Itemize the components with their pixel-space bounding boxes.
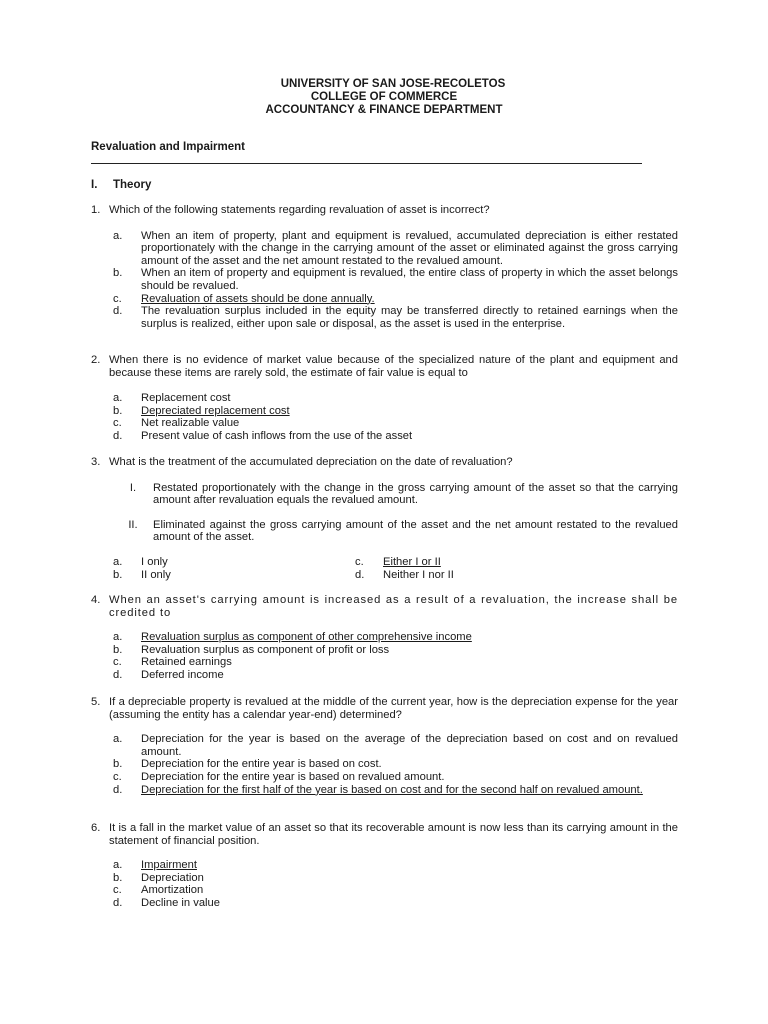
option-a: a. Depreciation for the year is based on the average of the depreciation based on cost and on revalued amount.	[113, 733, 678, 758]
option-a: a. I only	[113, 555, 168, 568]
statement-list	[91, 482, 678, 544]
question-number: 4.	[91, 594, 101, 606]
question-number: 3.	[91, 456, 101, 468]
answer-underlined: c. Either I or II	[355, 555, 441, 568]
option-c: c. Amortization	[113, 884, 204, 897]
option-a: a. Replacement cost	[113, 392, 231, 405]
option-d: d. Depreciation for the first half of the year is based on cost and for the second half on revalued amount.	[113, 783, 643, 796]
option-b: b. When an item of property and equipment is revalued, the entire class of property in which the asset belongs should be revalued.	[113, 267, 678, 292]
header-college: COLLEGE OF COMMERCE	[310, 91, 458, 103]
question-text: What is the treatment of the accumulated depreciation on the date of revaluation?	[109, 456, 513, 468]
option-d: d. Decline in value	[113, 896, 220, 909]
option-d: d. Present value of cash inflows from the use of the asset	[113, 429, 413, 442]
option-c: c. Net realizable value	[113, 417, 240, 430]
question-1	[91, 204, 678, 330]
document-header	[0, 78, 768, 117]
answer-underlined: Impairment	[141, 859, 197, 872]
option-a: a. Revaluation surplus as component of other comprehensive income	[113, 631, 472, 644]
section-number: I.	[91, 179, 98, 191]
answer-underlined: Depreciated replacement cost	[141, 404, 290, 417]
answer-underlined: Revaluation of assets should be done annually.	[141, 292, 375, 305]
option-a: a. When an item of property, plant and equipment is revalued, accumulated depreciation is either restated proportionately with the change in the carrying amount of the asset or eliminated against the gross carrying amount of the asset and the net amount restated to the revalued amount.	[113, 229, 678, 267]
option-c: c. Revaluation of assets should be done annually.	[113, 292, 375, 305]
question-number: 6.	[91, 822, 101, 834]
section-heading	[91, 179, 151, 191]
option-b: b. II only	[113, 568, 171, 581]
option-d: d. Deferred income	[113, 668, 224, 681]
question-number: 1.	[91, 204, 101, 216]
question-text: When an asset's carrying amount is increased as a result of a revaluation, the increase shall be credited to	[109, 594, 678, 619]
question-text: When there is no evidence of market value because of the specialized nature of the plant and equipment and because these items are rarely sold, the estimate of fair value is equal to	[109, 354, 678, 379]
option-b: b. Revaluation surplus as component of profit or loss	[113, 643, 390, 656]
option-b: b. Depreciation	[113, 871, 204, 884]
option-b: b. Depreciated replacement cost	[113, 404, 290, 417]
option-d: d. The revaluation surplus included in the equity may be transferred directly to retained earnings when the surplus is realized, either upon sale or disposal, as the asset is used in the enterprise.	[113, 305, 678, 330]
statement-i: I. Restated proportionately with the change in the gross carrying amount of the asset so that the carrying amount after revaluation equals the revalued amount.	[129, 481, 678, 507]
option-c: c. Depreciation for the entire year is based on revalued amount.	[113, 770, 445, 783]
question-number: 5.	[91, 696, 101, 708]
options-list	[113, 631, 678, 681]
options-list	[113, 733, 678, 796]
option-c: c. Retained earnings	[113, 656, 232, 669]
answer-underlined: Depreciation for the first half of the year is based on cost and for the second half on revalued amount.	[141, 783, 643, 796]
question-4	[91, 594, 678, 682]
option-a: a. Impairment	[113, 859, 197, 872]
header-university: UNIVERSITY OF SAN JOSE-RECOLETOS	[280, 78, 506, 90]
question-text: It is a fall in the market value of an asset so that its recoverable amount is now less than its carrying amount in the statement of financial position.	[109, 822, 678, 847]
question-text: Which of the following statements regarding revaluation of asset is incorrect?	[109, 204, 490, 216]
question-6	[91, 822, 678, 910]
options-list	[113, 230, 678, 331]
options-list	[113, 392, 678, 442]
options-row-1	[113, 556, 678, 569]
options-list	[113, 859, 678, 909]
document-title: Revaluation and Impairment	[91, 141, 246, 153]
question-3	[91, 456, 678, 581]
title-rule	[91, 163, 642, 164]
option-b: b. Depreciation for the entire year is based on cost.	[113, 758, 382, 771]
header-department: ACCOUNTANCY & FINANCE DEPARTMENT	[265, 104, 503, 116]
section-label: Theory	[113, 179, 152, 191]
statement-ii: II. Eliminated against the gross carrying amount of the asset and the net amount restated to the revalued amount of the asset.	[128, 518, 678, 544]
options-row-2	[113, 569, 678, 582]
option-d: d. Neither I nor II	[355, 568, 454, 581]
answer-underlined: Revaluation surplus as component of other comprehensive income	[141, 631, 472, 644]
question-5	[91, 696, 678, 796]
option-c	[355, 556, 597, 569]
question-number: 2.	[91, 354, 101, 366]
question-2	[91, 354, 678, 443]
question-text: If a depreciable property is revalued at the middle of the current year, how is the depreciation expense for the year (assuming the entity has a calendar year-end) determined?	[109, 696, 678, 721]
